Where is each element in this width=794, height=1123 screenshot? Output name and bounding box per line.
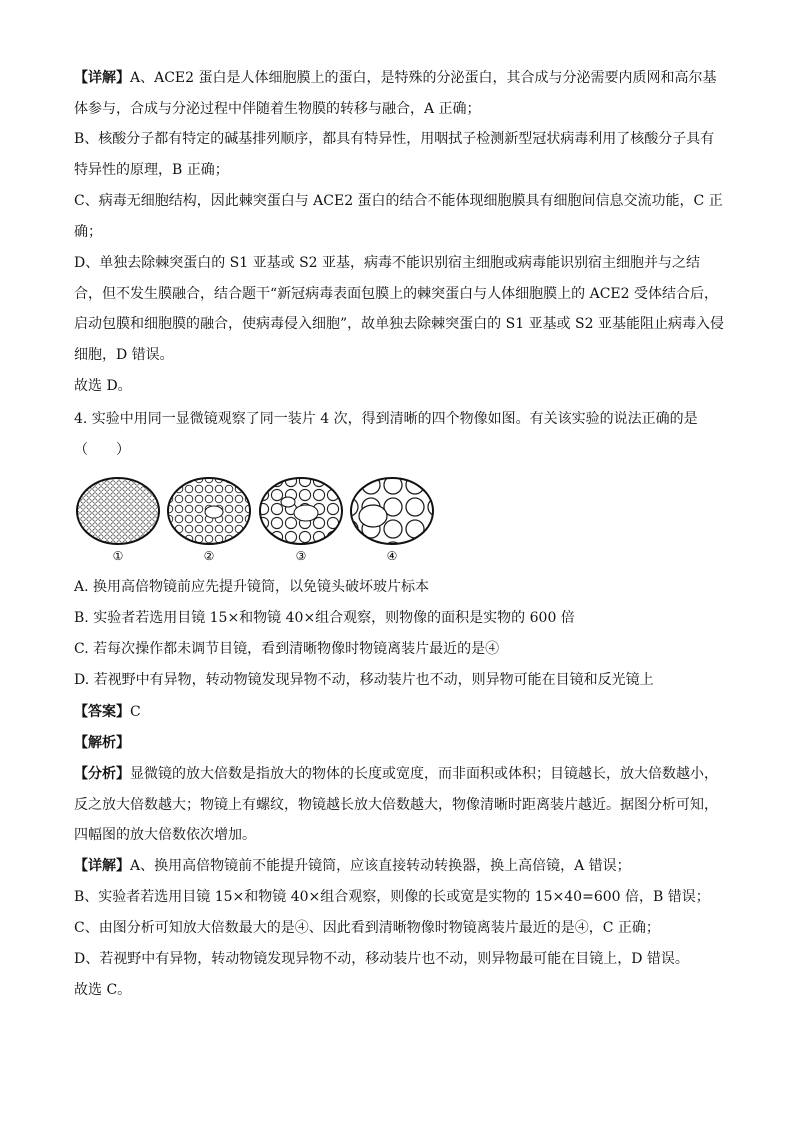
option-c-explanation: C、病毒无细胞结构，因此棘突蛋白与 ACE2 蛋白的结合不能体现细胞膜具有细胞间信息交流功能，C 正确； bbox=[74, 193, 723, 240]
option-b: B. 实验者若选用目镜 15×和物镜 40×组合观察，则物像的面积是实物的 600 倍 bbox=[74, 610, 575, 626]
detail-text: A、ACE2 蛋白是人体细胞膜上的蛋白，是特殊的分泌蛋白，其合成与分泌需要内质网和高尔基体参与，合成与分泌过程中伴随着生物膜的转移与融合，A 正确； bbox=[74, 70, 717, 117]
detail-text-2: A、换用高倍物镜前不能提升镜筒，应该直接转动转换器，换上高倍镜，A 错误； bbox=[130, 858, 631, 874]
option-c-explanation-2: C、由图分析可知放大倍数最大的是④、因此看到清晰物像时物镜离装片最近的是④，C 正确； bbox=[74, 920, 660, 936]
detail-header: 【详解】 bbox=[74, 70, 130, 86]
field-of-view-2 bbox=[168, 478, 250, 544]
detail-paragraph-1 bbox=[74, 63, 724, 124]
analysis-paragraph bbox=[74, 759, 724, 851]
figure-label-2: ② bbox=[203, 549, 215, 563]
field-of-view-3 bbox=[260, 478, 342, 544]
field-of-view-1 bbox=[77, 478, 159, 544]
option-b-explanation-2: B、实验者若选用目镜 15×和物镜 40×组合观察，则像的长或宽是实物的 15×40=600 倍，B 错误； bbox=[74, 889, 710, 905]
detail-header-2: 【详解】 bbox=[74, 858, 130, 874]
microscope-images-figure bbox=[74, 474, 446, 566]
analysis-header: 【解析】 bbox=[74, 735, 130, 751]
field-of-view-4 bbox=[351, 478, 433, 544]
figure-label-3: ③ bbox=[295, 549, 307, 563]
answer-line bbox=[74, 697, 724, 728]
figure-label-4: ④ bbox=[386, 549, 398, 563]
choose-line-1: 故选 D。 bbox=[74, 378, 132, 394]
option-d-explanation: D、单独去除棘突蛋白的 S1 亚基或 S2 亚基，病毒不能识别宿主细胞或病毒能识别宿主细胞并与之结合，但不发生膜融合，结合题干“新冠病毒表面包膜上的棘突蛋白与人体细胞膜上的 ACE2 受体结合后，启动包膜和细胞膜的融合，使病毒侵入细胞”，故单独去除棘突蛋白的 S1 亚基或 S2 亚基能阻止病毒入侵细胞，D 错误。 bbox=[74, 255, 724, 363]
option-a: A. 换用高倍物镜前应先提升镜筒，以免镜头破坏玻片标本 bbox=[74, 579, 430, 595]
analysis-text: 显微镜的放大倍数是指放大的物体的长度或宽度，而非面积或体积；目镜越长，放大倍数越小，反之放大倍数越大；物镜上有螺纹，物镜越长放大倍数越大，物像清晰时距离装片越近。据图分析可知，四幅图的放大倍数依次增加。 bbox=[74, 766, 718, 843]
question-stem-text: 4. 实验中用同一显微镜观察了同一装片 4 次，得到清晰的四个物像如图。有关该实验的说法正确的是 bbox=[74, 411, 698, 427]
question-4-stem bbox=[74, 404, 724, 465]
detail-paragraph-2 bbox=[74, 851, 724, 882]
answer-value: C bbox=[130, 704, 141, 720]
figure-label-1: ① bbox=[112, 549, 124, 563]
option-b-explanation: B、核酸分子都有特定的碱基排列顺序，都具有特异性，用咽拭子检测新型冠状病毒利用了核酸分子具有特异性的原理，B 正确； bbox=[74, 131, 715, 178]
option-c: C. 若每次操作都未调节目镜，看到清晰物像时物镜离装片最近的是④ bbox=[74, 641, 500, 657]
analysis-sub-header: 【分析】 bbox=[74, 766, 130, 782]
answer-blank: （ ） bbox=[74, 441, 130, 458]
option-d-explanation-2: D、若视野中有异物，转动物镜发现异物不动，移动装片也不动，则异物最可能在目镜上，D 错误。 bbox=[74, 951, 689, 967]
choose-line-2: 故选 C。 bbox=[74, 982, 132, 998]
option-d: D. 若视野中有异物，转动物镜发现异物不动，移动装片也不动，则异物可能在目镜和反光镜上 bbox=[74, 672, 654, 688]
answer-header: 【答案】 bbox=[74, 704, 130, 720]
